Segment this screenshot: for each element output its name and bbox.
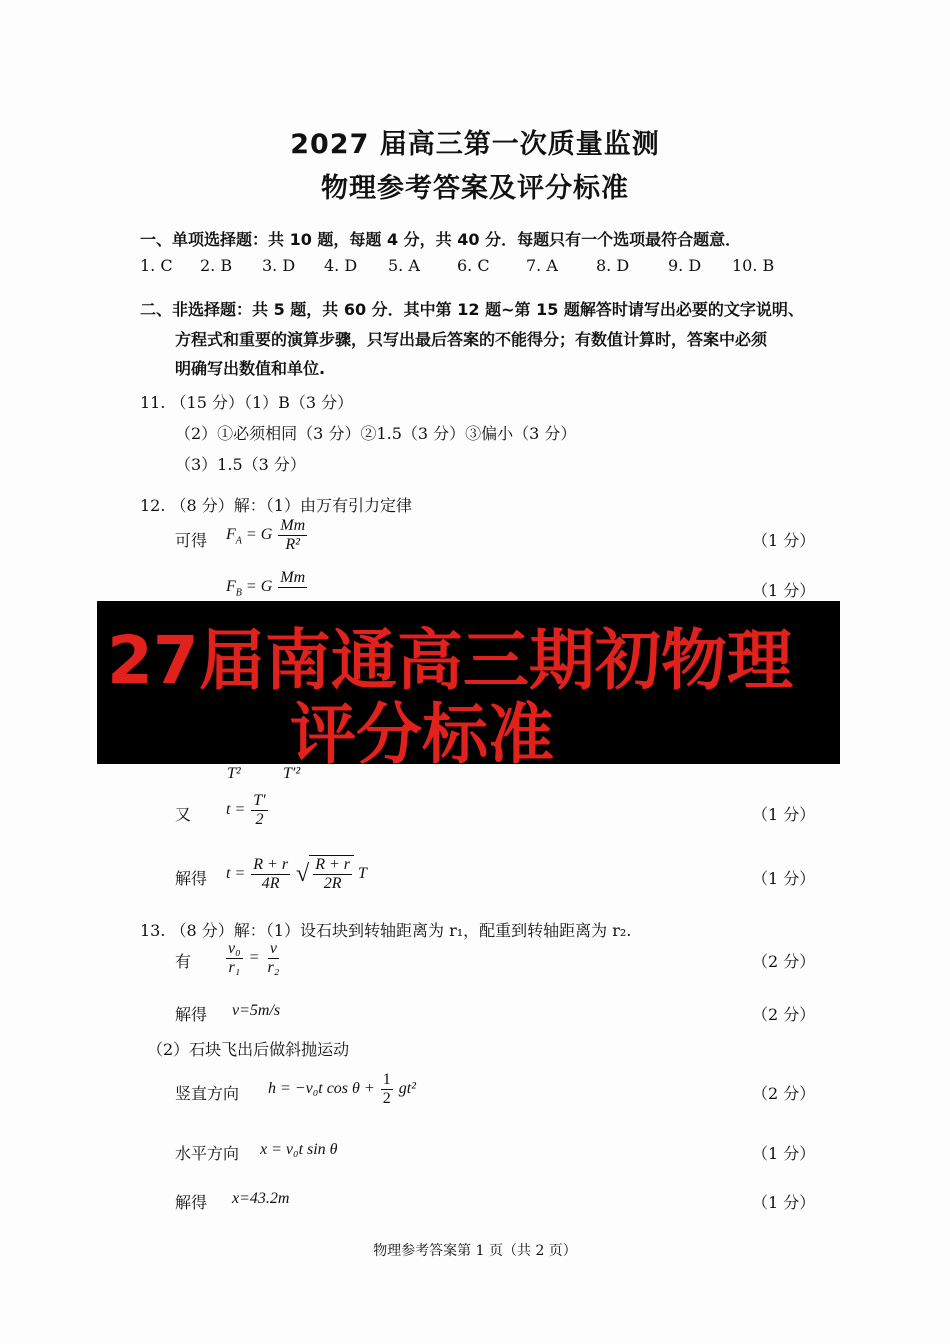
fa-numerator: Mm <box>280 517 306 534</box>
q13-x-result: x=43.2m <box>232 1190 290 1207</box>
answer-item: 3. D <box>262 256 296 275</box>
section2-heading-line1: 二、非选择题：共 5 题，共 60 分．其中第 12 题~第 15 题解答时请写出必要的文字说明、 <box>140 300 804 319</box>
q12-intro: 12. （8 分）解：（1）由万有引力定律 <box>140 496 412 515</box>
overlay-line1: 27届南通高三期初物理 <box>107 622 793 699</box>
fb-g: = G <box>245 578 273 596</box>
q13-horizontal-label: 水平方向 <box>175 1144 240 1163</box>
q12-you: 又 <box>175 805 192 824</box>
fb-symbol: F <box>226 578 236 596</box>
res-fraction <box>251 856 290 893</box>
res-sqrt-numerator: R + r <box>315 856 351 873</box>
fa-denominator: R² <box>285 536 300 553</box>
q12-t-fragment1: T² <box>227 765 241 782</box>
fa-symbol: F <box>226 526 236 544</box>
score-label: （1 分） <box>752 581 816 600</box>
res-sqrt-fraction <box>313 856 352 893</box>
q12-t-fragment2: T′² <box>283 765 301 782</box>
q13-you: 有 <box>175 952 192 971</box>
answer-item: 9. D <box>668 256 702 275</box>
page-footer: 物理参考答案第 1 页（共 2 页） <box>373 1243 577 1259</box>
q12-jiede: 解得 <box>175 869 208 888</box>
sqrt-body <box>309 855 354 893</box>
fa-g: = G <box>245 526 273 544</box>
ratio-fraction-2 <box>265 940 281 977</box>
h-denominator: 2 <box>382 1090 391 1107</box>
res-lhs: t = <box>226 865 246 883</box>
ratio-numerator-1: v₀ <box>228 940 241 957</box>
ratio-denominator-2: r₂ <box>267 959 280 976</box>
q13-jiede1: 解得 <box>175 1005 208 1024</box>
q13-v-result: v=5m/s <box>232 1002 281 1019</box>
q13-vertical-label: 竖直方向 <box>175 1084 240 1103</box>
ratio-denominator-1: r₁ <box>228 959 241 976</box>
answer-item: 2. B <box>200 256 233 275</box>
answer-item: 1. C <box>140 256 173 275</box>
answer-item: 6. C <box>457 256 490 275</box>
score-label: （1 分） <box>752 805 816 824</box>
answer-item: 8. D <box>596 256 630 275</box>
ratio-numerator-2: v <box>269 940 277 957</box>
res-numerator: R + r <box>253 856 289 873</box>
score-label: （1 分） <box>752 1193 816 1212</box>
res-tail: T <box>358 865 367 883</box>
t-numerator: T′ <box>253 792 266 809</box>
ratio-fraction-1 <box>226 940 243 977</box>
sqrt-sign-icon: √ <box>296 861 310 887</box>
score-label: （1 分） <box>752 869 816 888</box>
page-subtitle: 物理参考答案及评分标准 <box>321 173 629 204</box>
fb-numerator: Mm <box>280 569 306 586</box>
t-fraction <box>251 792 267 829</box>
q12-t-equation <box>226 792 270 829</box>
section2-heading-line2: 方程式和重要的演算步骤，只写出最后答案的不能得分；有数值计算时，答案中必须 <box>175 330 768 349</box>
h-eq-right: gt² <box>398 1080 416 1098</box>
page-title: 2027 届高三第一次质量监测 <box>290 129 660 160</box>
answer-item: 7. A <box>526 256 558 275</box>
score-label: （1 分） <box>752 1144 816 1163</box>
score-label: （2 分） <box>752 1084 816 1103</box>
fb-subscript: B <box>235 587 242 599</box>
q13-ratio-equation <box>224 940 283 977</box>
q12-fa-equation <box>226 517 309 554</box>
t-lhs: t = <box>226 801 246 819</box>
score-label: （2 分） <box>752 952 816 971</box>
answer-item: 5. A <box>388 256 420 275</box>
answer-item: 4. D <box>324 256 358 275</box>
q11-line1: 11. （15 分）（1）B（3 分） <box>140 393 354 412</box>
res-denominator: 4R <box>261 875 280 892</box>
q13-x-equation: x = v₀t sin θ <box>260 1141 338 1158</box>
fa-subscript: A <box>235 535 242 547</box>
ratio-equals: = <box>248 949 260 967</box>
q12-result-equation <box>226 855 367 893</box>
fa-fraction <box>278 517 307 554</box>
score-label: （1 分） <box>752 531 816 550</box>
t-denominator: 2 <box>255 811 264 828</box>
h-eq-left: h = −v₀t cos θ + <box>268 1080 375 1098</box>
title-overlay-banner <box>97 601 840 773</box>
h-fraction <box>381 1071 393 1108</box>
q13-intro: 13. （8 分）解：（1）设石块到转轴距离为 r₁，配重到转轴距离为 r₂. <box>140 921 632 940</box>
answer-item: 10. B <box>732 256 775 275</box>
q11-line2: （2）①必须相同（3 分）②1.5（3 分）③偏小（3 分） <box>175 424 577 443</box>
q11-line3: （3）1.5（3 分） <box>175 455 306 474</box>
section2-heading-line3: 明确写出数值和单位. <box>175 359 326 378</box>
overlay-line2: 评分标准 <box>290 696 554 773</box>
q12-keyi: 可得 <box>175 531 208 550</box>
q13-part2: （2）石块飞出后做斜抛运动 <box>147 1040 350 1059</box>
q13-h-equation <box>268 1071 416 1108</box>
q13-jiede2: 解得 <box>175 1193 208 1212</box>
section1-heading: 一、单项选择题：共 10 题，每题 4 分，共 40 分．每题只有一个选项最符合题意． <box>140 230 742 249</box>
h-numerator: 1 <box>382 1071 391 1088</box>
res-sqrt-denominator: 2R <box>323 875 342 892</box>
score-label: （2 分） <box>752 1005 816 1024</box>
